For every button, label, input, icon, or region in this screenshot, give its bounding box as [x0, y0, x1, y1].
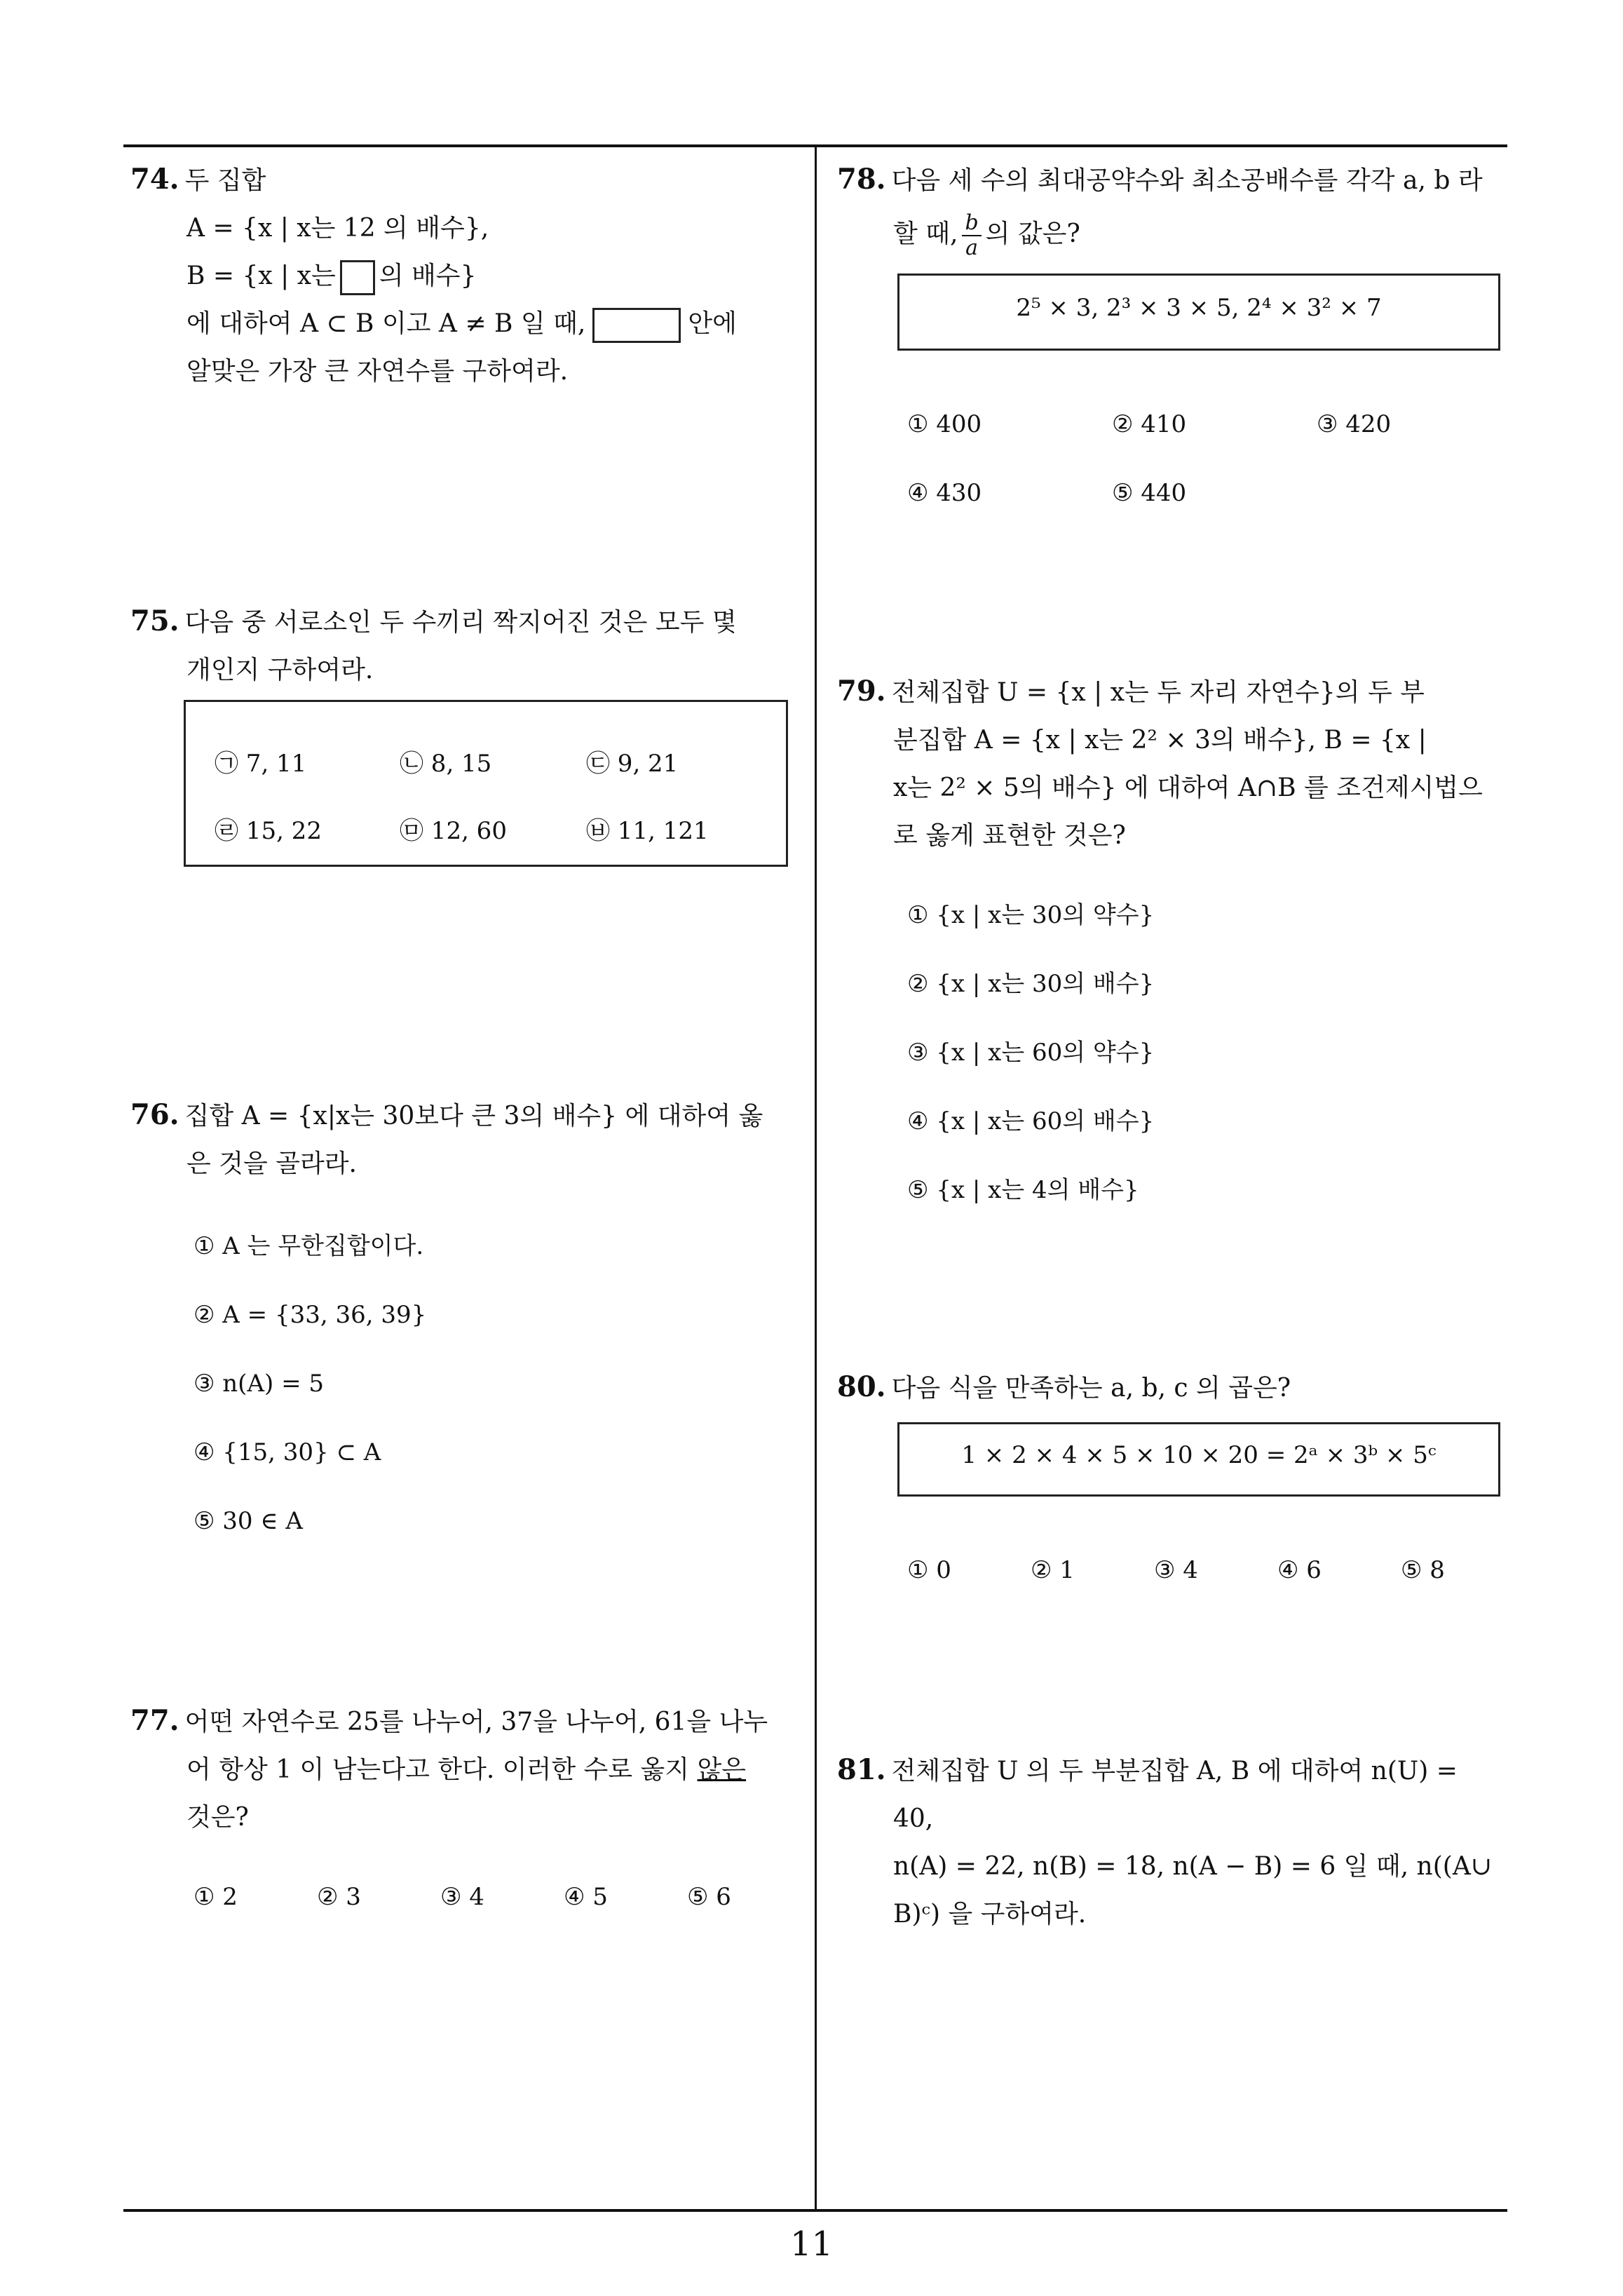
- question-text-cont: 할 때, $\frac{b}{a}$ 의 값은?: [893, 210, 1080, 260]
- choice-4[interactable]: ④ 5: [564, 1883, 608, 1911]
- question-74: [130, 156, 803, 396]
- question-number: 78.: [837, 163, 886, 196]
- question-number: 81.: [837, 1753, 886, 1786]
- question-text: 전체집합 U 의 두 부분집합 A, B 에 대하여 n(U) =: [891, 1757, 1458, 1785]
- choice-1[interactable]: ① 0: [907, 1556, 951, 1584]
- page-number: 11: [789, 2224, 834, 2264]
- question-text-end: 로 옳게 표현한 것은?: [893, 821, 1126, 850]
- set-a-def: A = {x | x는 12 의 배수},: [186, 214, 489, 243]
- fraction-b-over-a: $\frac{b}{a}$: [962, 211, 981, 260]
- condition-line: 에 대하여 A ⊂ B 이고 A ≠ B 일 때, 안에: [130, 300, 803, 348]
- choice-2[interactable]: ② 3: [317, 1883, 361, 1911]
- question-text: 전체집합 U = {x | x는 두 자리 자연수}의 두 부: [891, 678, 1425, 707]
- question-number: 80.: [837, 1370, 886, 1403]
- question-number: 76.: [130, 1098, 179, 1131]
- question-75: [130, 597, 810, 694]
- question-text-cont: 개인지 구하여라.: [186, 656, 374, 684]
- question-text: 다음 세 수의 최대공약수와 최소공배수를 각각 a, b 라: [891, 166, 1483, 195]
- choice-3[interactable]: ③ 4: [1154, 1556, 1198, 1584]
- choice-5[interactable]: ⑤ 8: [1401, 1556, 1445, 1584]
- question-text-cont: 40,: [893, 1804, 934, 1833]
- question-text: 다음 중 서로소인 두 수끼리 짝지어진 것은 모두 몇: [184, 608, 737, 637]
- question-number: 79.: [837, 675, 886, 708]
- choice-1[interactable]: ① 400: [907, 410, 982, 438]
- question-text-cont: n(A) = 22, n(B) = 18, n(A − B) = 6 일 때, n((A∪: [893, 1852, 1492, 1881]
- choice-2[interactable]: ② 410: [1112, 410, 1187, 438]
- question-title: 두 집합: [184, 166, 266, 195]
- choice-3[interactable]: ③ n(A) = 5: [193, 1370, 325, 1398]
- question-number: 77.: [130, 1704, 179, 1737]
- numbers-box: [897, 274, 1500, 351]
- pair-item: ㉣ 15, 22: [215, 817, 322, 845]
- choice-4[interactable]: ④ 430: [907, 479, 982, 507]
- question-text-end: B)ᶜ) 을 구하여라.: [893, 1900, 1087, 1929]
- pair-item: ㉡ 8, 15: [400, 750, 492, 778]
- equation-box: [897, 1422, 1500, 1497]
- choice-1[interactable]: ① A 는 무한집합이다.: [193, 1232, 424, 1260]
- choice-2[interactable]: ② A = {33, 36, 39}: [193, 1301, 427, 1329]
- question-text-cont: x는 2² × 5의 배수} 에 대하여 A∩B 를 조건제시법으: [893, 774, 1483, 802]
- choice-5[interactable]: ⑤ 440: [1112, 479, 1187, 507]
- question-text: 알맞은 가장 큰 자연수를 구하여라.: [186, 357, 569, 386]
- equation-text: 1 × 2 × 4 × 5 × 10 × 20 = 2ᵃ × 3ᵇ × 5ᶜ: [961, 1441, 1437, 1469]
- choice-4[interactable]: ④ {x | x는 60의 배수}: [907, 1107, 1155, 1135]
- question-text: 집합 A = {x|x는 30보다 큰 3의 배수} 에 대하여 옳: [184, 1102, 763, 1130]
- choice-5[interactable]: ⑤ {x | x는 4의 배수}: [907, 1176, 1139, 1204]
- choice-3[interactable]: ③ 420: [1317, 410, 1392, 438]
- bottom-rule: [123, 2209, 1507, 2212]
- choice-3[interactable]: ③ {x | x는 60의 약수}: [907, 1039, 1155, 1067]
- choice-2[interactable]: ② 1: [1031, 1556, 1075, 1584]
- answer-blank-rect: [592, 308, 681, 343]
- question-text-cont: 은 것을 골라라.: [186, 1149, 357, 1178]
- pair-item: ㉥ 11, 121: [586, 817, 709, 845]
- question-81: [837, 1746, 1524, 1938]
- underlined-word: 않은: [697, 1755, 747, 1784]
- question-text-end: 것은?: [186, 1803, 249, 1832]
- choice-5[interactable]: ⑤ 30 ∈ A: [193, 1507, 303, 1535]
- choice-3[interactable]: ③ 4: [440, 1883, 484, 1911]
- choice-1[interactable]: ① {x | x는 30의 약수}: [907, 901, 1155, 929]
- pair-item: ㉤ 12, 60: [400, 817, 507, 845]
- choice-1[interactable]: ① 2: [193, 1883, 238, 1911]
- question-number: 74.: [130, 163, 179, 196]
- pair-item: ㉢ 9, 21: [586, 750, 679, 778]
- question-80: [837, 1363, 1524, 1412]
- column-divider: [815, 146, 817, 2210]
- question-text-cont: 어 항상 1 이 남는다고 한다. 이러한 수로 옳지 않은: [186, 1755, 747, 1784]
- choice-4[interactable]: ④ 6: [1277, 1556, 1322, 1584]
- answer-blank-square: [340, 260, 375, 295]
- choice-5[interactable]: ⑤ 6: [687, 1883, 731, 1911]
- question-76: [130, 1091, 810, 1188]
- pair-item: ㉠ 7, 11: [215, 750, 307, 778]
- question-text: 어떤 자연수로 25를 나누어, 37을 나누어, 61을 나누: [184, 1708, 768, 1736]
- question-78: [837, 156, 1524, 264]
- question-79: [837, 668, 1524, 860]
- question-77: [130, 1697, 810, 1842]
- question-text: 다음 식을 만족하는 a, b, c 의 곱은?: [891, 1374, 1291, 1403]
- question-number: 75.: [130, 605, 179, 637]
- choice-4[interactable]: ④ {15, 30} ⊂ A: [193, 1438, 381, 1466]
- choice-2[interactable]: ② {x | x는 30의 배수}: [907, 970, 1155, 998]
- numbers-text: 2⁵ × 3, 2³ × 3 × 5, 2⁴ × 3² × 7: [1016, 294, 1382, 322]
- set-b-def: B = {x | x는 의 배수}: [130, 252, 803, 300]
- question-text-cont: 분집합 A = {x | x는 2² × 3의 배수}, B = {x |: [893, 726, 1427, 755]
